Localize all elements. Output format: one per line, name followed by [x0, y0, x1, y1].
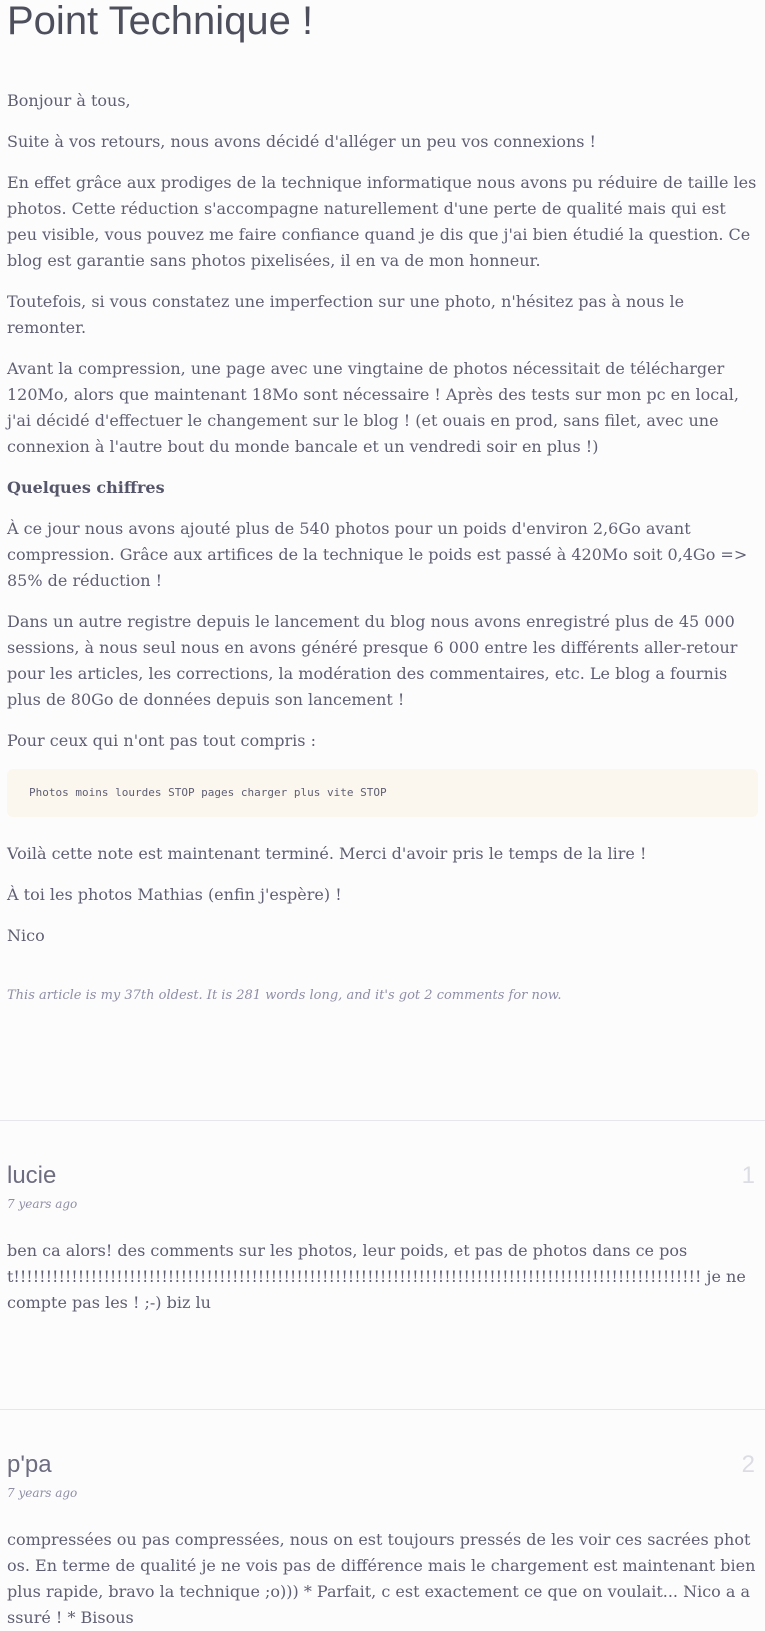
article-title: Point Technique !: [7, 0, 314, 43]
paragraph: À toi les photos Mathias (enfin j'espère) !: [7, 885, 342, 904]
paragraph: Pour ceux qui n'ont pas tout compris :: [7, 731, 316, 750]
comment-author: lucie: [7, 1162, 57, 1189]
comments-section: [0, 1120, 765, 1631]
signature: Nico: [7, 926, 45, 945]
code-block: Photos moins lourdes STOP pages charger plus vite STOP: [7, 769, 758, 817]
comment: [0, 1409, 765, 1631]
comment-author: p'pa: [7, 1451, 52, 1478]
article-body: [7, 88, 758, 949]
paragraph: Suite à vos retours, nous avons décidé d'alléger un peu vos connexions !: [7, 132, 596, 151]
section-heading: Quelques chiffres: [7, 478, 165, 497]
paragraph: Bonjour à tous,: [7, 91, 131, 110]
paragraph: Dans un autre registre depuis le lancement du blog nous avons enregistré plus de 45 000 sessions, à nous seul nous en avons généré presque 6 000 entre les différents aller-retour pour les articles, les corrections, la modération des commentaires, etc. Le blog a fournis plus de 80Go de données depuis son lancement !: [7, 612, 738, 709]
paragraph: Toutefois, si vous constatez une imperfection sur une photo, n'hésitez pas à nous le remonter.: [7, 292, 685, 337]
paragraph: À ce jour nous avons ajouté plus de 540 photos pour un poids d'environ 2,6Go avant compression. Grâce aux artifices de la technique le poids est passé à 420Mo soit 0,4Go => 85% de réduction !: [7, 519, 748, 590]
comment-number: 2: [741, 1451, 755, 1478]
paragraph: En effet grâce aux prodiges de la technique informatique nous avons pu réduire de taille les photos. Cette réduction s'accompagne naturellement d'une perte de qualité mais qui est peu visible, vous pouvez me faire confiance quand je dis que j'ai bien étudié la question. Ce blog est garantie sans photos pixelisées, il en va de mon honneur.: [7, 173, 757, 270]
comment-text: ben ca alors! des comments sur les photos, leur poids, et pas de photos dans ce post!!!!!!!!!!!!!!!!!!!!!!!!!!!!!!!!!!!!!!!!!!!!!!!!!!!!!!!!!!!!!!!!!!!!!!!!!!!!!!!!!!!!!!!!!!!!!!!!!!!!!!!!!!! je ne compte pas les ! ;-) biz lu: [7, 1241, 746, 1312]
comment-date: 7 years ago: [7, 1197, 78, 1211]
comment-number: 1: [741, 1162, 755, 1189]
comment-text: compressées ou pas compressées, nous on est toujours pressés de les voir ces sacrées photos. En terme de qualité je ne vois pas de différence mais le chargement est maintenant bien plus rapide, bravo la technique ;o))) * Parfait, c est exactement ce que on voulait... Nico a assuré ! * Bisous: [7, 1530, 756, 1627]
comment-date: 7 years ago: [7, 1486, 78, 1500]
paragraph: Avant la compression, une page avec une vingtaine de photos nécessitait de télécharger 120Mo, alors que maintenant 18Mo sont nécessaire ! Après des tests sur mon pc en local, j'ai décidé d'effectuer le changement sur le blog ! (et ouais en prod, sans filet, avec une connexion à l'autre bout du monde bancale et un vendredi soir en plus !): [7, 359, 739, 456]
comment: [0, 1120, 765, 1409]
paragraph: Voilà cette note est maintenant terminé. Merci d'avoir pris le temps de la lire !: [7, 844, 647, 863]
article-meta: This article is my 37th oldest. It is 281 words long, and it's got 2 comments for now.: [7, 988, 562, 1003]
